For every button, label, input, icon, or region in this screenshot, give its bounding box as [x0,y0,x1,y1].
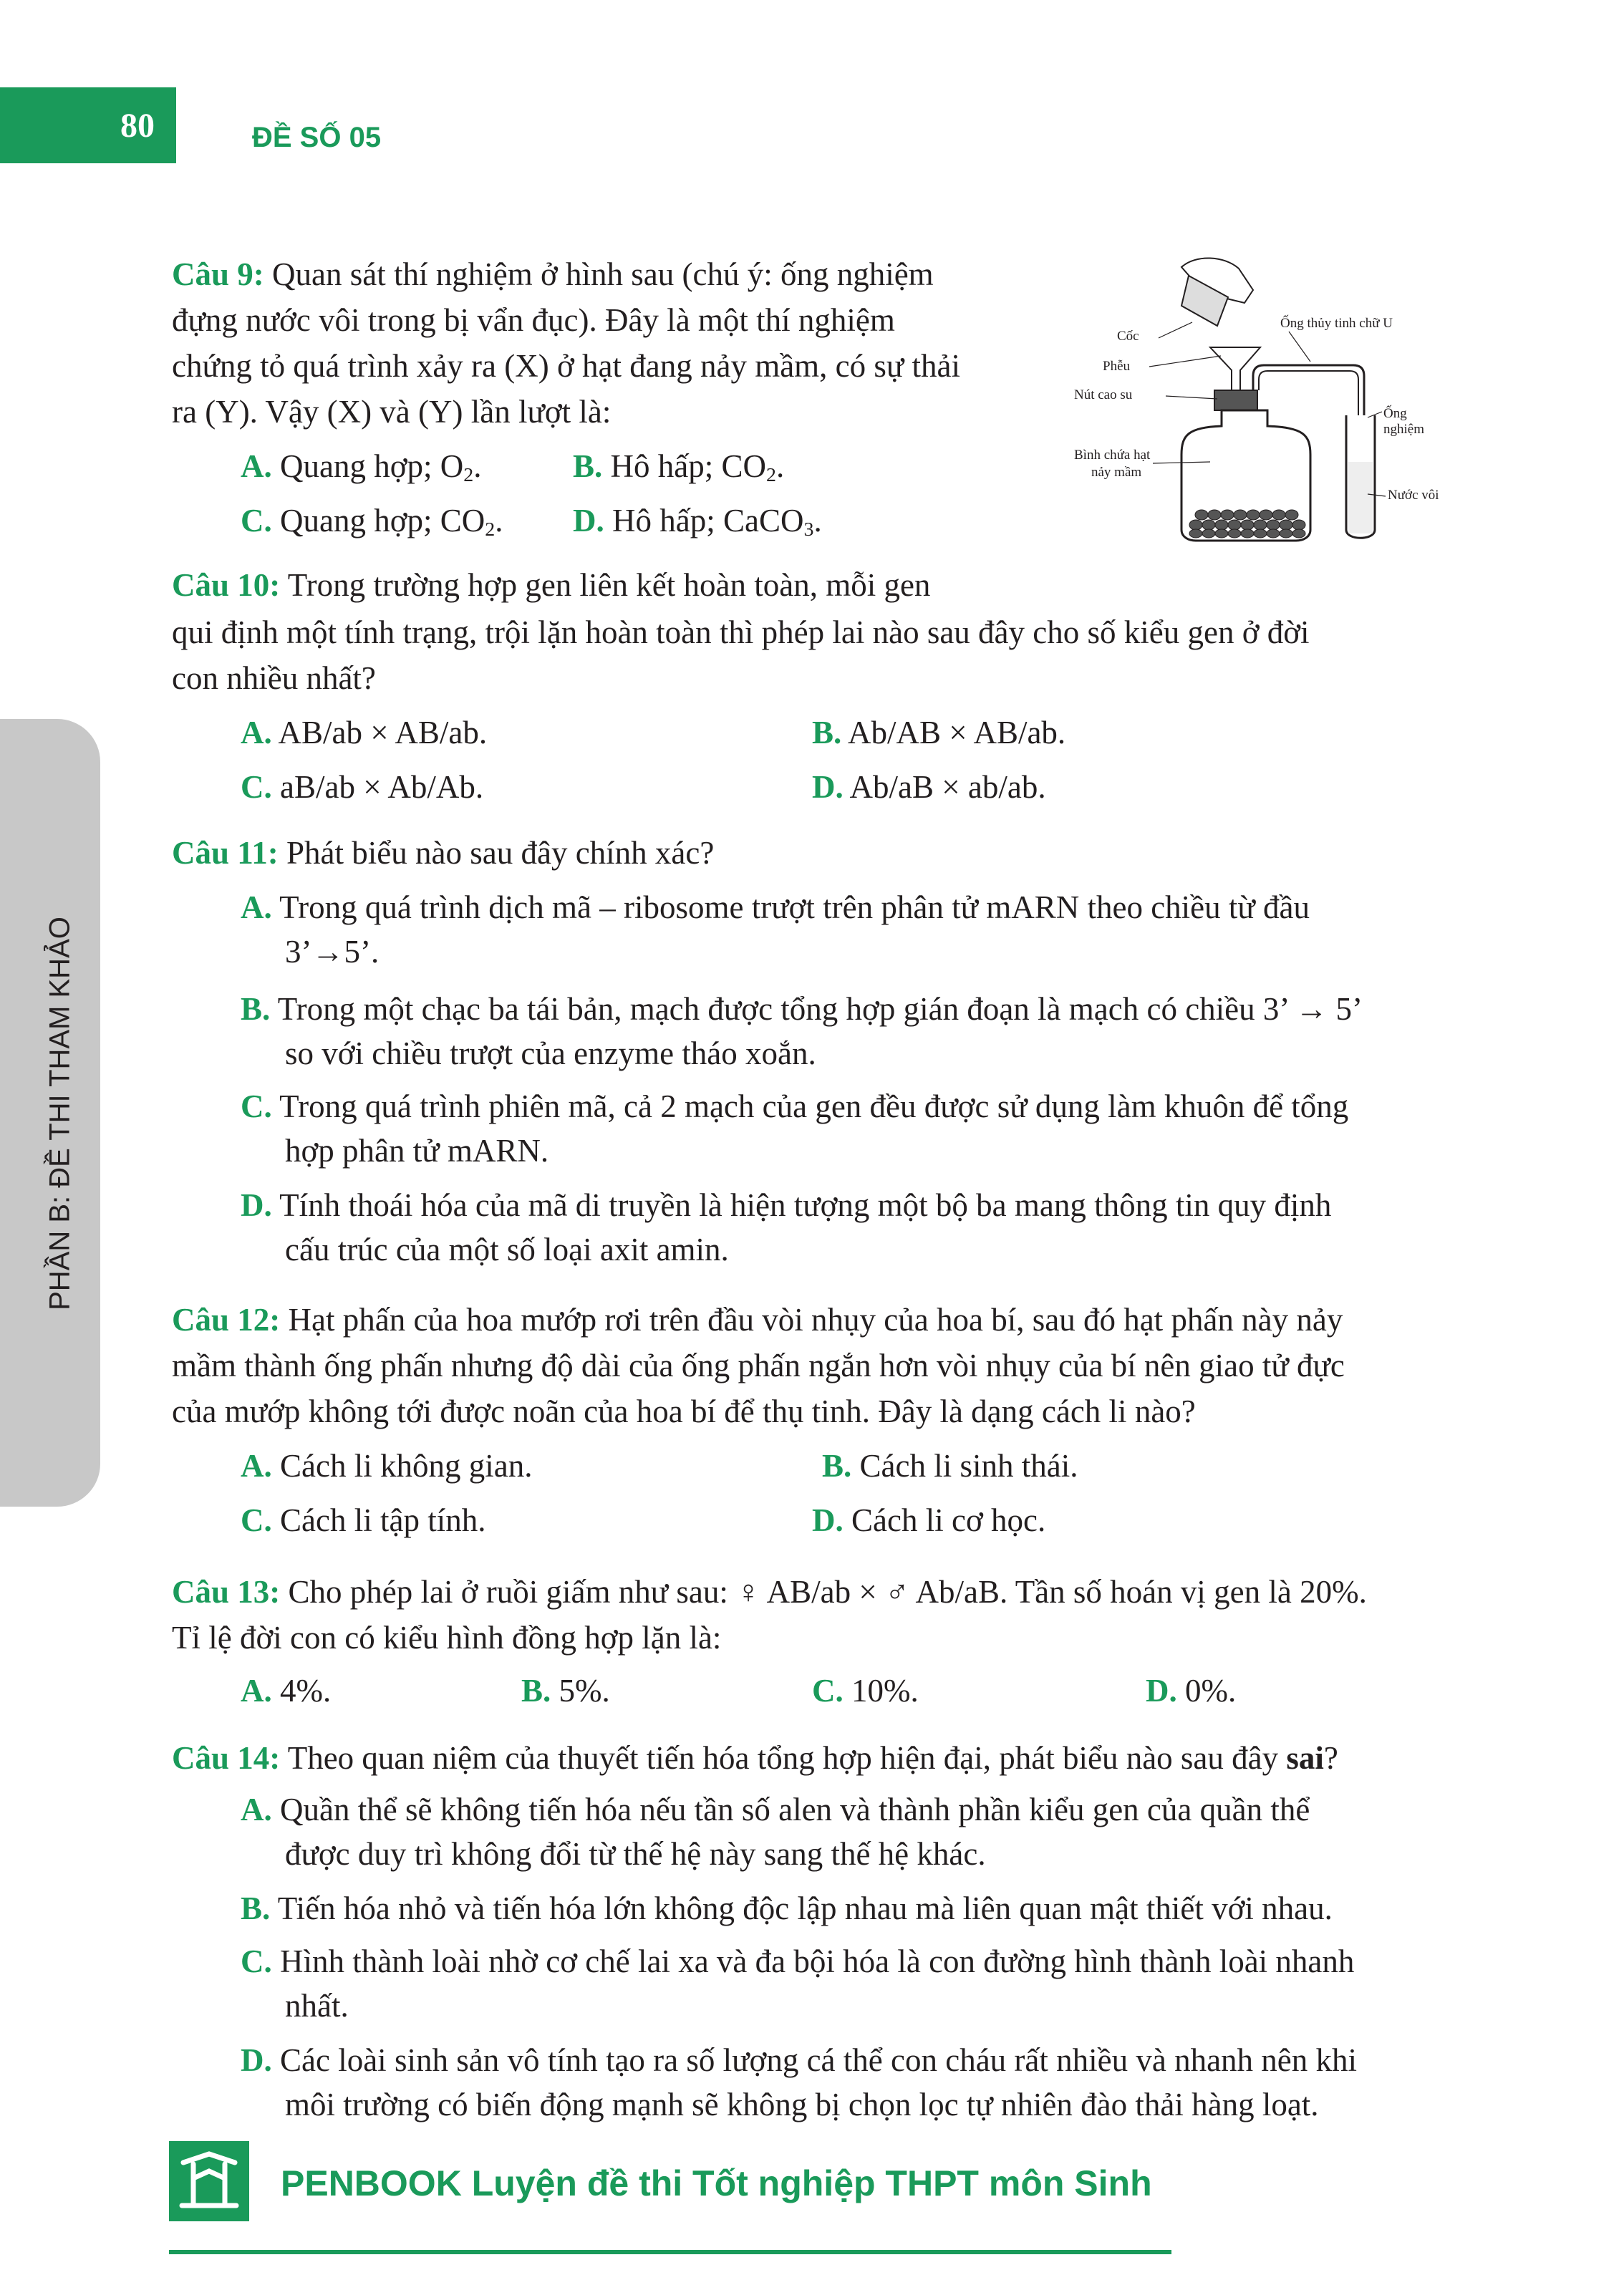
q12-option-b[interactable]: B. Cách li sinh thái. [822,1448,1078,1484]
q12-line2: mầm thành ống phấn nhưng độ dài của ống phấn ngắn hơn vòi nhụy của bí nên giao tử đực [172,1348,1345,1383]
exam-title: ĐỀ SỐ 05 [252,122,382,153]
q11-option-c[interactable]: C. Trong quá trình phiên mã, cả 2 mạch của gen đều được sử dụng làm khuôn để tổng hợp phân tử mARN. [241,1088,1349,1169]
label-ong-u: Ống thủy tinh chữ U [1280,316,1393,331]
limewater-fill [1348,462,1373,533]
q13-option-a[interactable]: A. 4%. [241,1673,332,1709]
seeds [1189,510,1305,538]
footer-rule [169,2250,1171,2254]
q11-option-b[interactable]: B. Trong một chạc ba tái bản, mạch được tổng hợp gián đoạn là mạch có chiều 3’ → 5’ so với chiều trượt của enzyme tháo xoắn. [241,991,1363,1071]
q14-line1: Câu 14: Theo quan niệm của thuyết tiến hóa tổng hợp hiện đại, phát biểu nào sau đây sai? [172,1740,1338,1776]
label-coc: Cốc [1117,329,1139,344]
q14-option-a[interactable]: A. Quần thể sẽ không tiến hóa nếu tần số alen và thành phần kiểu gen của quần thể được duy trì không đổi từ thế hệ này sang thế hệ khác. [241,1792,1310,1872]
q11-option-d[interactable]: D. Tính thoái hóa của mã di truyền là hiện tượng một bộ ba mang thông tin quy định cấu trúc của một số loại axit amin. [241,1187,1332,1267]
q10-option-c[interactable]: C. aB/ab × Ab/Ab. [241,769,484,805]
q13-line2: Tỉ lệ đời con có kiểu hình đồng hợp lặn là: [172,1620,722,1656]
q9-line2: đựng nước vôi trong bị vẩn đục). Đây là một thí nghiệm [172,302,895,338]
q10-line3: con nhiều nhất? [172,660,376,696]
side-label: PHẦN B: ĐỀ THI THAM KHẢO [44,917,76,1310]
q10-line1: Câu 10: Trong trường hợp gen liên kết hoàn toàn, mỗi gen [172,567,931,603]
q9-option-b[interactable]: B. Hô hấp; $CO_2$. [573,448,785,487]
q13-option-d[interactable]: D. 0%. [1146,1673,1237,1709]
label-binh-1: Bình chứa hạt [1074,448,1151,463]
q11-line1: Câu 11: Phát biểu nào sau đây chính xác? [172,835,715,871]
q12-option-c[interactable]: C. Cách li tập tính. [241,1502,486,1538]
penbook-logo-icon [169,2141,249,2221]
q9-option-d[interactable]: D. Hô hấp; CaCO$_3$. [573,503,822,541]
label-pheu: Phễu [1103,359,1130,374]
q12-option-a[interactable]: A. Cách li không gian. [241,1448,533,1484]
footer-title: PENBOOK Luyện đề thi Tốt nghiệp THPT môn Sinh [281,2163,1152,2203]
q11-option-a[interactable]: A. Trong quá trình dịch mã – ribosome trượt trên phân tử mARN theo chiều từ đầu 3’→5’. [241,889,1310,970]
q12-line1: Câu 12: Hạt phấn của hoa mướp rơi trên đầu vòi nhụy của hoa bí, sau đó hạt phấn này nảy [172,1302,1343,1338]
q10-line2: qui định một tính trạng, trội lặn hoàn toàn thì phép lai nào sau đây cho số kiểu gen ở đời [172,614,1310,650]
q14-option-d[interactable]: D. Các loài sinh sản vô tính tạo ra số lượng cá thể con cháu rất nhiều và nhanh nên khi môi trường có biến động mạnh sẽ không bị chọn lọc tự nhiên đào thải hàng loạt. [241,2042,1358,2122]
stopper-shape [1214,390,1257,410]
q12-line3: của mướp không tới được noãn của hoa bí để thụ tinh. Đây là dạng cách li nào? [172,1394,1196,1429]
label-nuoc-voi: Nước vôi [1388,488,1439,503]
experiment-figure [1074,247,1475,548]
q10-option-b[interactable]: B. Ab/AB × AB/ab. [812,715,1066,750]
q9-option-c[interactable]: C. Quang hợp; $CO_2$. [241,503,503,541]
label-ong-1: Ống [1383,406,1407,421]
label-binh-2: nảy mầm [1091,465,1142,480]
q9-line1: Câu 9: Quan sát thí nghiệm ở hình sau (chú ý: ống nghiệm [172,256,934,292]
q12-option-d[interactable]: D. Cách li cơ học. [812,1502,1046,1538]
q13-option-c[interactable]: C. 10%. [812,1673,919,1709]
label-ong-2: nghiệm [1383,422,1424,437]
q9-line3: chứng tỏ quá trình xảy ra (X) ở hạt đang nảy mầm, có sự thải [172,348,961,384]
q14-option-c[interactable]: C. Hình thành loài nhờ cơ chế lai xa và đa bội hóa là con đường hình thành loài nhanh nhất. [241,1943,1355,2024]
q9-line4: ra (Y). Vậy (X) và (Y) lần lượt là: [172,394,612,430]
q10-option-d[interactable]: D. Ab/aB × ab/ab. [812,769,1046,805]
label-nut: Nút cao su [1074,387,1133,402]
q10-option-a[interactable]: A. AB/ab × AB/ab. [241,715,488,750]
q14-option-b[interactable]: B. Tiến hóa nhỏ và tiến hóa lớn không độc lập nhau mà liên quan mật thiết với nhau. [241,1890,1333,1926]
q13-line1: Câu 13: Cho phép lai ở ruồi giấm như sau: ♀ AB/ab × ♂ Ab/aB. Tần số hoán vị gen là 20%. [172,1574,1367,1610]
q13-option-b[interactable]: B. 5%. [521,1673,610,1709]
q9-option-a[interactable]: A. Quang hợp; $O_2$. [241,448,482,487]
page-number: 80 [0,87,176,163]
